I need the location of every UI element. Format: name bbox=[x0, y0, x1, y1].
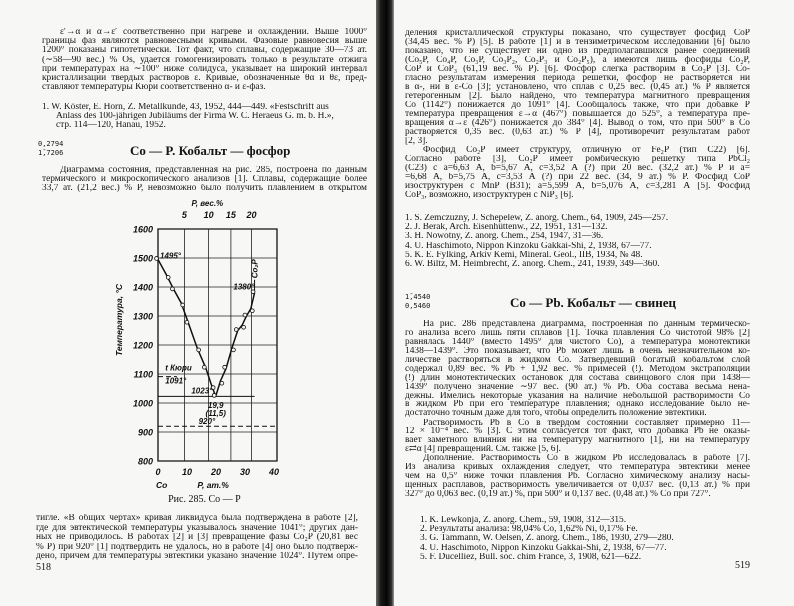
data-point bbox=[223, 365, 227, 369]
reference-line: 3. H. Nowotny, Z. anorg. Chem., 254, 1947, 31—36. bbox=[405, 232, 604, 242]
eutectic-composition-label: 19,9 bbox=[207, 401, 224, 410]
text-line: 327° до 0,063 вес. (0,19 ат.) %, при 500° и 0,137 вес. (0,48 ат.) % Co при 727°. bbox=[405, 490, 711, 499]
x-tick-label: 30 bbox=[239, 467, 251, 477]
y-tick-label: 1600 bbox=[132, 224, 153, 235]
co-p-references bbox=[405, 214, 750, 269]
x-axis-title: P, ат.% bbox=[197, 480, 229, 490]
text-line: гетерогенным [2]. Было найдено, что температура магнитного превращения bbox=[405, 92, 750, 101]
text-line: кристаллизации твердых растворов ε. Кривые, обозначенные θα и θε, пред- bbox=[42, 73, 367, 83]
text-line: 12 × 10⁻⁴ вес. % [3]. С этим согласуется тот факт, что добавка Pb не оказы- bbox=[405, 427, 750, 437]
section-title-co-pb: Co — Pb. Кобальт — свинец bbox=[510, 295, 677, 310]
text-line: Фосфид Co₂P имеет структуру, отличную от Fe₂P (тип C22) [6]. bbox=[423, 146, 750, 155]
text-line: Растворимость Pb в Co в твердом состоянии составляет примерно 11— bbox=[423, 418, 750, 428]
text-line: (!) длин монотектических остановок для состава свинцового слоя при 1438— bbox=[405, 373, 750, 383]
reference-line: 5. K. E. Fylking, Arkiv Kemi, Mineral. Geol., IIB, 1934, № 48. bbox=[405, 250, 643, 260]
data-point bbox=[202, 365, 206, 369]
text-line: в α-, ни в ε-Co [3]; установлено, что сплав с 0,25 вес. (0,45 ат.) % P является bbox=[405, 83, 750, 92]
y-tick-label: 1000 bbox=[132, 398, 153, 409]
x2-tick-label: 20 bbox=[246, 210, 257, 220]
x-tick-label: 0 bbox=[155, 467, 161, 477]
text-line: 1200° показаны гипотетически. Тот факт, что сплавы, содержащие 30—73 ат. bbox=[42, 46, 367, 56]
text-line: дежны. Имелись некоторые указания на наличие небольшой растворимости Co bbox=[405, 391, 750, 401]
text-line: в жидком Pb при его температуре плавления; однако исследование было не- bbox=[405, 400, 750, 410]
page-number-right: 519 bbox=[735, 560, 750, 571]
co-pb-addendum-paragraph bbox=[405, 454, 750, 499]
x2-tick-label: 15 bbox=[225, 210, 236, 220]
text-line: изоструктурен с MnP (B31); a=5,599 Å, b=5,076 Å, c=3,281 Å [5]. Фосфид bbox=[405, 182, 750, 191]
text-line: показано, что не существует ни одно из предполагавшихся ранее соединений bbox=[405, 47, 750, 56]
text-line: Дополнение. Растворимость Co в жидком Pb исследовалась в работе [7]. bbox=[423, 454, 750, 464]
page-number-left: 518 bbox=[36, 562, 51, 573]
data-point bbox=[171, 287, 175, 291]
y-tick-label: 800 bbox=[137, 456, 153, 467]
text-line: содержал 0,89 вес. % Pb + 1,92 вес. % примесей (!). Методом экстраполяции bbox=[405, 364, 750, 374]
y-tick-label: 1200 bbox=[132, 340, 153, 351]
text-line: равнялась 1440° (вместо 1495° для чистого Co), а температура монотектики bbox=[405, 337, 750, 347]
data-point bbox=[197, 348, 201, 352]
y-tick-label: 1400 bbox=[132, 282, 153, 293]
text-line: Co (1142°) понижается до 1091° [4]. Сообщалось также, что при добавке P bbox=[405, 101, 750, 110]
text-line: щенных расплавов, растворимость увеличивается от 0,037 вес. (0,13 ат.) % при bbox=[405, 481, 750, 491]
text-line: растворяется 0,35 вес. (0,63 ат.) % P [4], противоречит результатам работ bbox=[405, 128, 750, 137]
co-pb-paragraph-2 bbox=[405, 418, 750, 455]
text-line: достаточно точным даже для того, чтобы определить положение эвтектики. bbox=[405, 409, 707, 419]
reference-line: стр. 114—120, Hanau, 1952. bbox=[56, 120, 166, 130]
liquidus-curve bbox=[216, 293, 255, 397]
co2p-structure-paragraph bbox=[405, 146, 750, 200]
curie-label: t Кюри bbox=[165, 363, 192, 373]
text-line: =6,68 Å, b=5,75 Å, c=3,53 Å (?) при 22 вес. (34, 9 ат.) % P. Фосфид CoP bbox=[405, 173, 750, 182]
co-pb-references bbox=[420, 516, 750, 562]
text-line: Из анализа кривых охлаждения следует, что температура эвтектики менее bbox=[405, 463, 750, 473]
reference-line: 1. W. Köster, E. Horn, Z. Metallkunde, 43, 1952, 444—449. «Festschrift aus bbox=[42, 103, 329, 112]
curie-temp-label: 1091° bbox=[165, 376, 187, 386]
text-line: ε′→α и α→ε′ соответственно при нагреве и охлаждении. Выше 1000° bbox=[60, 28, 367, 37]
text-line: вает заметного влияния ни на температуру магнитного [1], ни на температуру bbox=[405, 436, 750, 446]
text-line: дено, причем для температуры эвтектики указано значение 1024°. Путем опре- bbox=[36, 552, 358, 562]
text-line: CoP₃, возможно, изоструктурен с NiP₃ [6]. bbox=[405, 191, 574, 200]
text-line: где для эвтектической температуры указывалось значение 1041°; других дан- bbox=[36, 523, 358, 533]
data-point bbox=[243, 313, 247, 317]
text-line: границы фаз являются равновесными кривыми. Фазовые равновесия выше bbox=[42, 37, 367, 47]
reference-line: Anlass des 100-jährigen Jubiläums der Firma W. C. Heraeus G. m. b. H.», bbox=[56, 111, 334, 121]
text-line: [2, 3]. bbox=[405, 137, 428, 146]
co-p-after-figure-paragraph bbox=[36, 514, 358, 562]
reference-line: 5. F. Ducelliez, Bull. soc. chim France, 3, 1908, 621—622. bbox=[420, 552, 642, 562]
text-line: тигле. «В общих чертах» кривая ликвидуса была подтверждена в работе [2], bbox=[36, 514, 358, 523]
log-number: 1̄,7206 bbox=[38, 148, 64, 157]
data-point bbox=[234, 328, 238, 332]
text-line: (Co₅P, Co₄P, Co₃P, Co₃P₂, Co₂P₃ и Co₂P₅), а имеются лишь фосфиды Co₂P, bbox=[405, 56, 750, 65]
y-tick-label: 1100 bbox=[133, 369, 153, 380]
co2p-label: Co₂P bbox=[250, 259, 260, 279]
transformation-temp-label: 920° bbox=[198, 416, 216, 426]
reference-line: 4. U. Haschimoto, Nippon Kinzoku Gakkai-Shi, 2, 1938, 67—77. bbox=[420, 543, 667, 553]
co-melting-label: 1495° bbox=[160, 251, 181, 261]
y-tick-label: 900 bbox=[137, 427, 153, 438]
text-line: ε⇄α [4] превращений. См. также [5, 6]. bbox=[405, 445, 561, 455]
x-left-component-label: Co bbox=[156, 480, 168, 490]
text-line: при температурах на ∼100° ниже солидуса, указывает на широкий интервал bbox=[42, 64, 367, 74]
co-pb-paragraph-1 bbox=[405, 320, 750, 419]
text-line: Согласно работе [3], Co₂P имеет ромбическую решетку типа PbCl₂ bbox=[405, 155, 750, 164]
data-point bbox=[242, 325, 246, 329]
text-line: 33,7 ат. (21,2 вес.) % P, невозможно было получить плавлением в открытом bbox=[42, 184, 367, 194]
data-point bbox=[250, 309, 254, 313]
text-line: термического и микроскопического анализов [1]. Сплавы, содержащие более bbox=[42, 175, 367, 185]
text-line: На рис. 286 представлена диаграмма, построенная по данным термическо- bbox=[423, 320, 750, 329]
text-line: % P) при 920° [1] подтвердить не удалось, но в работе [4] оно было подтверж- bbox=[36, 542, 358, 552]
reference-line: 1. K. Lewkonja, Z. anorg. Chem., 59, 1908, 312—315. bbox=[420, 516, 627, 525]
figure-caption: Рис. 285. Co — P bbox=[168, 494, 241, 505]
text-line: го анализа всего лишь пяти сплавов [1]. Точка плавления Co чистотой 98% [2] bbox=[405, 328, 750, 338]
text-line: деления кристаллической структуры показано, что существует фосфид CoP bbox=[405, 29, 750, 38]
text-line: ставляют температуры Кюри соответственно α- и ε-фаз. bbox=[42, 83, 266, 93]
log-number: 1̄,4540 bbox=[405, 293, 431, 301]
x-tick-label: 20 bbox=[210, 467, 222, 477]
x2-axis-title: P, вес.% bbox=[191, 199, 224, 208]
data-point bbox=[166, 276, 170, 280]
eutectic-composition-wt-label: (11,5) bbox=[205, 409, 226, 418]
data-point bbox=[185, 320, 189, 324]
x2-tick-label: 10 bbox=[203, 210, 214, 220]
reference-line: 1. S. Zemczuzny, J. Schepelew, Z. anorg. Chem., 64, 1909, 245—257. bbox=[405, 214, 669, 223]
reference-line: 3. G. Tammann, W. Oelsen, Z. anorg. Chem., 186, 1930, 279—280. bbox=[420, 534, 674, 544]
data-point bbox=[212, 393, 216, 397]
reference-line: 4. U. Haschimoto, Nippon Kinzoku Gakkai-Shi, 2, 1938, 67—77. bbox=[405, 241, 652, 251]
reference-line: 2. Результаты анализа: 98,04% Co, 1,62% Ni, 0,17% Fe. bbox=[420, 525, 638, 535]
log-number: 0,2794 bbox=[38, 140, 64, 148]
text-line: 1439° получено значение ∼97 вес. (90 ат.) % Pb. Оба состава весьма нена- bbox=[405, 382, 750, 392]
y-axis-title: Температура, °C bbox=[114, 284, 124, 356]
text-line: вращения α→ε (426°) понижается до 384° [4]. Вывод о том, что при 500° в Co bbox=[405, 119, 750, 128]
right-log-numbers bbox=[405, 293, 430, 310]
text-line: чем на 0,5° ниже точки плавления Pb. Согласно химическому анализу насы- bbox=[405, 472, 750, 482]
text-line: температура превращения ε→α (467°) повышается до 525°, а температура пре- bbox=[405, 110, 750, 119]
text-line: ных не приводилось. В работах [2] и [3] превращение фазы Co₂P (20,81 вес bbox=[36, 533, 358, 543]
data-point bbox=[155, 257, 159, 261]
co-p-structure-paragraph bbox=[405, 29, 750, 146]
text-line: CoP и CoP₃ (61,19 вес. % P). [6]. Фосфор слегка растворим в Co₂P [3]. Со- bbox=[405, 65, 750, 74]
text-line: 1438—1439°. Это показывает, что Pb может лишь в очень незначительном ко- bbox=[405, 346, 750, 356]
text-line: (C23) с a=6,63 Å, b=5,67 Å, c=3,52 Å (?) при 20 вес. (32,2 ат.) % P и a= bbox=[405, 164, 750, 173]
text-line: Диаграмма состояния, представленная на рис. 285, построена по данным bbox=[60, 166, 367, 175]
text-line: гласно результатам измерения периода решетки, фосфор не растворяется ни bbox=[405, 74, 750, 83]
text-line: (34,45 вес. % P) [5]. В работе [1] и в тензиметрическом исследовании [6] было bbox=[405, 38, 750, 47]
co2p-melting-label: 1380° bbox=[233, 282, 255, 292]
y-tick-label: 1500 bbox=[132, 253, 153, 264]
y-tick-label: 1300 bbox=[132, 311, 153, 322]
x-tick-label: 10 bbox=[181, 467, 193, 477]
x-tick-label: 40 bbox=[268, 467, 280, 477]
eutectic-temp-label: 1023° bbox=[191, 386, 213, 396]
reference-line: 2. J. Berak, Arch. Eisenhüttenw., 22, 1951, 131—132. bbox=[405, 223, 608, 233]
log-number: 0,5460 bbox=[405, 301, 431, 310]
x2-tick-label: 5 bbox=[181, 210, 187, 220]
data-point bbox=[232, 348, 236, 352]
text-line: (∼58—90 вес.) % Os, удается гомогенизировать только в результате отжига bbox=[42, 55, 367, 65]
reference-line: 6. W. Biltz, M. Heimbrecht, Z. anorg. Chem., 241, 1939, 349—360. bbox=[405, 259, 660, 269]
data-point bbox=[220, 381, 224, 385]
section-title-co-p: Co — P. Кобальт — фосфор bbox=[130, 143, 291, 158]
data-point bbox=[181, 303, 185, 307]
text-line: личестве растворяться в жидком Co. Затвердевший богатый кобальтом слой bbox=[405, 355, 750, 365]
